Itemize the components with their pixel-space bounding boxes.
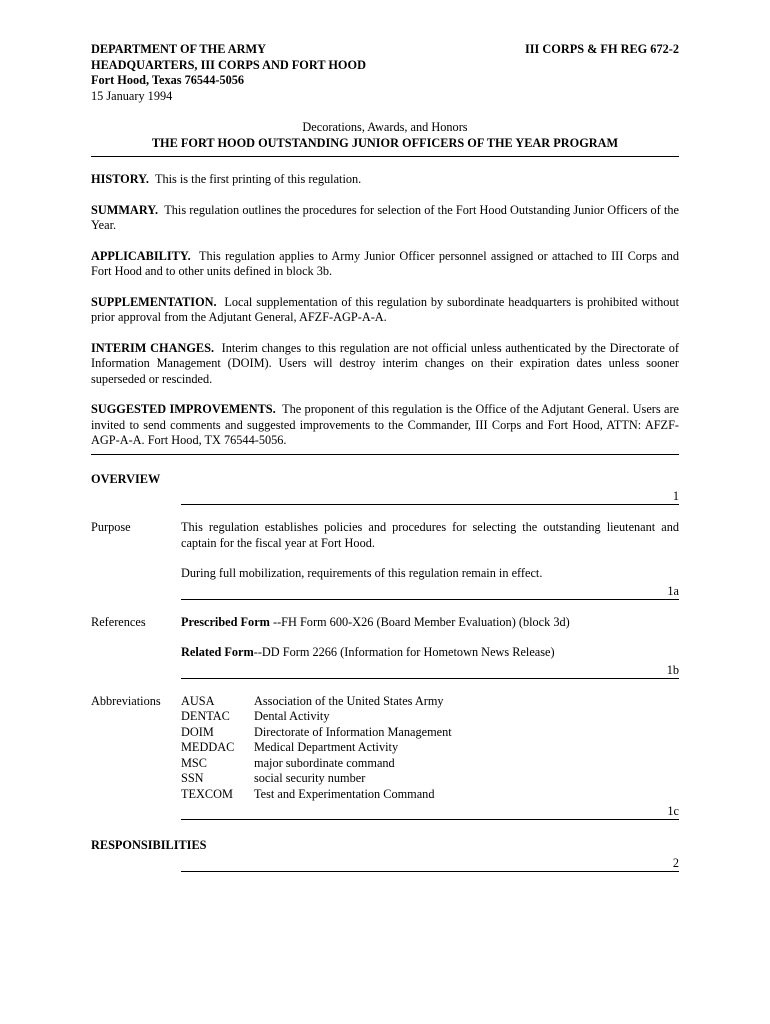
applicability-text: This regulation applies to Army Junior Officer personnel assigned or attached to III Corps and Fort Hood and to other units defined in block 3b. — [91, 248, 679, 278]
improvements-paragraph — [91, 402, 679, 449]
supplementation-paragraph — [91, 295, 679, 326]
abbreviations-label: Abbreviations — [91, 693, 161, 708]
summary-label: SUMMARY. — [91, 202, 159, 217]
purpose-text: This regulation establishes policies and procedures for selecting the outstanding lieutenant and captain for the fiscal year at Fort Hood. — [181, 520, 679, 550]
ref-1: 1 — [181, 489, 679, 505]
header-block — [91, 42, 366, 104]
history-paragraph — [91, 172, 679, 188]
regulation-number: III CORPS & FH REG 672-2 — [524, 42, 679, 56]
prescribed-label: Prescribed Form — [181, 614, 270, 629]
interim-text: Interim changes to this regulation are not official unless authenticated by the Directorate of Information Management (DOIM). Users will destroy interim changes on their expiration dates unless sooner superseded or rescinded. — [91, 340, 679, 386]
responsibilities-heading: RESPONSIBILITIES — [91, 838, 207, 852]
interim-label: INTERIM CHANGES. — [91, 340, 215, 355]
abbreviation-meaning: Medical Department Activity — [254, 740, 399, 754]
summary-paragraph — [91, 203, 679, 234]
purpose-body — [181, 520, 679, 582]
history-text: This is the first printing of this regulation. — [154, 172, 362, 186]
related-form — [181, 645, 679, 661]
header-row — [91, 42, 679, 104]
ref-1c: 1c — [181, 804, 679, 820]
abbreviation-term: MSC — [181, 755, 207, 770]
issue-date: 15 January 1994 — [91, 88, 173, 103]
abbreviation-meaning: major subordinate command — [254, 755, 395, 770]
summary-text: This regulation outlines the procedures for selection of the Fort Hood Outstanding Junior Officers of the Year. — [91, 202, 679, 232]
divider — [91, 156, 679, 157]
prescribed-form — [181, 615, 679, 631]
ref-1b: 1b — [181, 663, 679, 679]
history-label: HISTORY. — [91, 172, 150, 186]
subtitle: Decorations, Awards, and Honors — [302, 120, 468, 134]
abbreviation-meaning: Dental Activity — [254, 709, 330, 723]
mobilization-text: During full mobilization, requirements of this regulation remain in effect. — [181, 566, 543, 580]
ref-1a: 1a — [181, 584, 679, 600]
references-body — [181, 615, 679, 661]
abbreviation-term: AUSA — [181, 693, 215, 708]
location: Fort Hood, Texas 76544-5056 — [91, 73, 245, 87]
abbreviation-term: DOIM — [181, 724, 214, 739]
overview-heading: OVERVIEW — [91, 471, 161, 486]
hq-name: HEADQUARTERS, III CORPS AND FORT HOOD — [91, 57, 366, 72]
abbreviation-term: MEDDAC — [181, 740, 235, 754]
abbreviations-list — [181, 694, 679, 803]
purpose-label: Purpose — [91, 520, 131, 534]
prescribed-text: --FH Form 600-X26 (Board Member Evaluation) (block 3d) — [269, 614, 570, 629]
related-label: Related Form — [181, 645, 254, 659]
abbreviation-meaning: Association of the United States Army — [254, 693, 444, 708]
improvements-label: SUGGESTED IMPROVEMENTS. — [91, 402, 276, 416]
applicability-paragraph — [91, 249, 679, 280]
applicability-label: APPLICABILITY. — [91, 248, 191, 263]
supplementation-text: Local supplementation of this regulation by subordinate headquarters is prohibited without prior approval from the Adjutant General, AFZF-AGP-A-A. — [91, 294, 680, 324]
improvements-text: The proponent of this regulation is the Office of the Adjutant General. Users are invited to send comments and suggested improvements to the Commander, III Corps and Fort Hood, ATTN: AFZF-AGP-A-A. Fort Hood, TX 76544-5056. — [91, 402, 679, 447]
interim-paragraph — [91, 341, 679, 388]
divider — [91, 454, 679, 455]
purpose-row — [91, 520, 679, 582]
abbreviation-term: DENTAC — [181, 709, 230, 723]
supplementation-label: SUPPLEMENTATION. — [91, 294, 217, 309]
abbreviation-meaning: social security number — [254, 771, 366, 785]
abbreviations-row — [91, 694, 679, 803]
references-label: References — [91, 614, 146, 629]
abbreviation-meaning: Directorate of Information Management — [254, 724, 452, 739]
page-title: THE FORT HOOD OUTSTANDING JUNIOR OFFICERS OF THE YEAR PROGRAM — [151, 135, 619, 150]
document-page — [91, 42, 679, 872]
ref-2: 2 — [181, 856, 679, 872]
references-row — [91, 615, 679, 661]
dept-name: DEPARTMENT OF THE ARMY — [91, 42, 267, 56]
related-text: --DD Form 2266 (Information for Hometown News Release) — [253, 645, 555, 659]
abbreviation-meaning: Test and Experimentation Command — [254, 786, 435, 801]
abbreviation-term: TEXCOM — [181, 786, 233, 801]
abbreviation-term: SSN — [181, 771, 204, 785]
